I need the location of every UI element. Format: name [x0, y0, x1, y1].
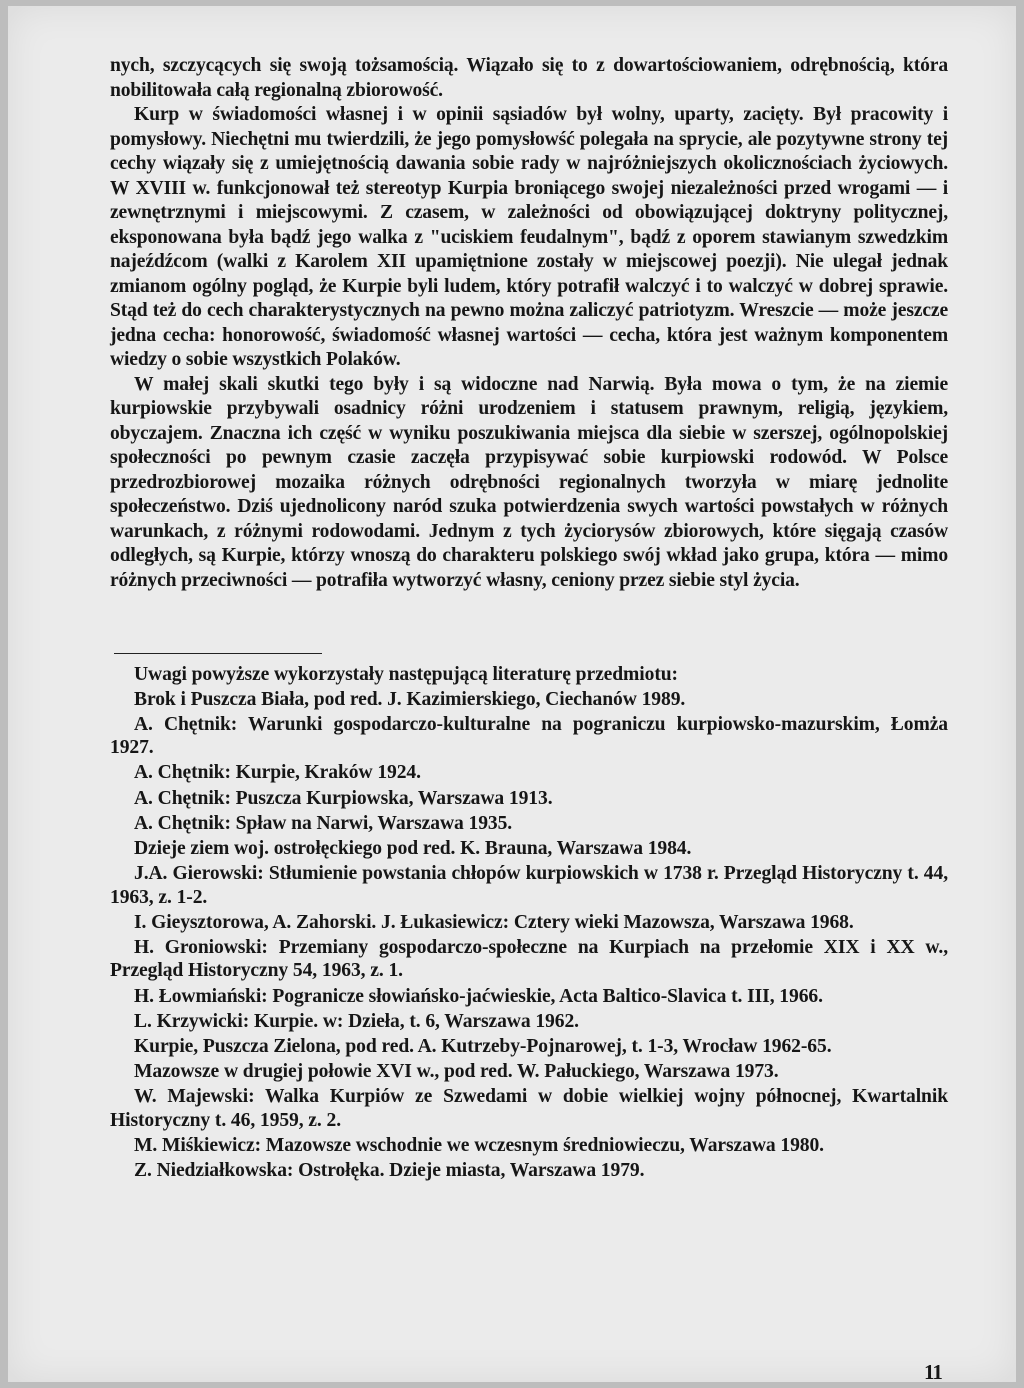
bibliography-list	[110, 688, 948, 1183]
bibliography-entry: J.A. Gierowski: Stłumienie powstania chłopów kurpiowskich w 1738 r. Przegląd Historyczny t. 44, 1963, z. 1-2.	[110, 863, 948, 908]
footnote-separator	[114, 653, 322, 654]
bibliography-entry: A. Chętnik: Puszcza Kurpiowska, Warszawa 1913.	[134, 787, 553, 809]
sources-heading: Uwagi powyższe wykorzystały następującą literaturę przedmiotu:	[134, 664, 678, 685]
bibliography-entry: Kurpie, Puszcza Zielona, pod red. A. Kutrzeby-Pojnarowej, t. 1-3, Wrocław 1962-65.	[134, 1035, 832, 1057]
body-paragraph: Kurp w świadomości własnej i w opinii sąsiadów był wolny, uparty, zacięty. Był pracowity i pomysłowy. Niechętni mu twierdzili, że jego pomysłowść polegała na sprycie, ale pozytywne strony tej cechy wiązały się z umiejętnością dawania sobie rady w najróżniejszych okolicznościach życiowych. W XVIII w. funkcjonował też stereotyp Kurpia broniącego swojej niezależności przed wrogami — i zewnętrznymi i miejscowymi. Z czasem, w zależności od obowiązującej doktryny politycznej, eksponowana była bądź jego walka z "uciskiem feudalnym", bądź z oporem stawianym szwedzkim najeźdźcom (walki z Karolem XII upamiętnione zostały w miejscowej poezji). Nie ulegał jednak zmianom ogólny pogląd, że Kurpie byli ludem, który potrafił walczyć i to walczyć w dobrej sprawie. Stąd też do cech charakterystycznych na pewno można zaliczyć patriotyzm. Wreszcie — może jeszcze jedna cecha: honorowość, świadomość własnej wartości — cecha, która jest ważnym komponentem wiedzy o sobie wszystkich Polaków.	[110, 104, 948, 370]
bibliography-entry: I. Gieysztorowa, A. Zahorski. J. Łukasiewicz: Cztery wieki Mazowsza, Warszawa 1968.	[134, 911, 854, 933]
body-paragraph: W małej skali skutki tego były i są widoczne nad Narwią. Była mowa o tym, że na ziemie kurpiowskie przybywali osadnicy różni urodzeniem i statusem prawnym, religią, językiem, obyczajem. Znaczna ich część w wyniku poszukiwania miejsca dla siebie w szerszej, ogólnopolskiej społeczności po pewnym czasie zaczęła przypisywać sobie kurpiowski rodowód. W Polsce przedrozbiorowej mozaika różnych odrębności regionalnych tworzyła w miarę jednolite społeczeństwo. Dziś ujednolicony naród szuka potwierdzenia swych wartości powstałych w różnych warunkach, z różnymi rodowodami. Jednym z tych życiorysów zbiorowych, które sięgają czasów odległych, są Kurpie, którzy wnoszą do charakteru polskiego swój wkład jako grupa, która — mimo różnych przeciwności — potrafiła wytworzyć własny, ceniony przez siebie styl życia.	[110, 373, 948, 591]
bibliography-entry: Dzieje ziem woj. ostrołęckiego pod red. K. Brauna, Warszawa 1984.	[134, 837, 692, 859]
bibliography-entry: A. Chętnik: Kurpie, Kraków 1924.	[134, 762, 421, 784]
bibliography-entry: A. Chętnik: Warunki gospodarczo-kulturalne na pograniczu kurpiowsko-mazurskim, Łomża 1927.	[110, 713, 948, 759]
page-number: 11	[924, 1360, 942, 1382]
bibliography-entry: A. Chętnik: Spław na Narwi, Warszawa 1935.	[134, 812, 513, 834]
bibliography-entry: Brok i Puszcza Biała, pod red. J. Kazimierskiego, Ciechanów 1989.	[134, 688, 686, 710]
bibliography-entry: Z. Niedziałkowska: Ostrołęka. Dzieje miasta, Warszawa 1979.	[134, 1160, 645, 1182]
bibliography-entry: H. Groniowski: Przemiany gospodarczo-społeczne na Kurpiach na przełomie XIX i XX w., Przegląd Historyczny 54, 1963, z. 1.	[110, 936, 948, 982]
body-paragraph: nych, szczycących się swoją tożsamością. Wiązało się to z dowartościowaniem, odrębnością, która nobilitowała całą regionalną zbiorowość.	[110, 55, 948, 101]
bibliography-entry: M. Miśkiewicz: Mazowsze wschodnie we wczesnym średniowieczu, Warszawa 1980.	[134, 1134, 824, 1156]
page-content	[110, 54, 948, 1184]
document-page	[8, 6, 1016, 1382]
bibliography-entry: H. Łowmiański: Pogranicze słowiańsko-jaćwieskie, Acta Baltico-Slavica t. III, 1966.	[134, 985, 823, 1007]
bibliography-entry: W. Majewski: Walka Kurpiów ze Szwedami w dobie wielkiej wojny północnej, Kwartalnik Historyczny t. 46, 1959, z. 2.	[110, 1086, 948, 1131]
bibliography-entry: L. Krzywicki: Kurpie. w: Dzieła, t. 6, Warszawa 1962.	[134, 1010, 579, 1032]
bibliography-entry: Mazowsze w drugiej połowie XVI w., pod red. W. Pałuckiego, Warszawa 1973.	[134, 1061, 779, 1083]
